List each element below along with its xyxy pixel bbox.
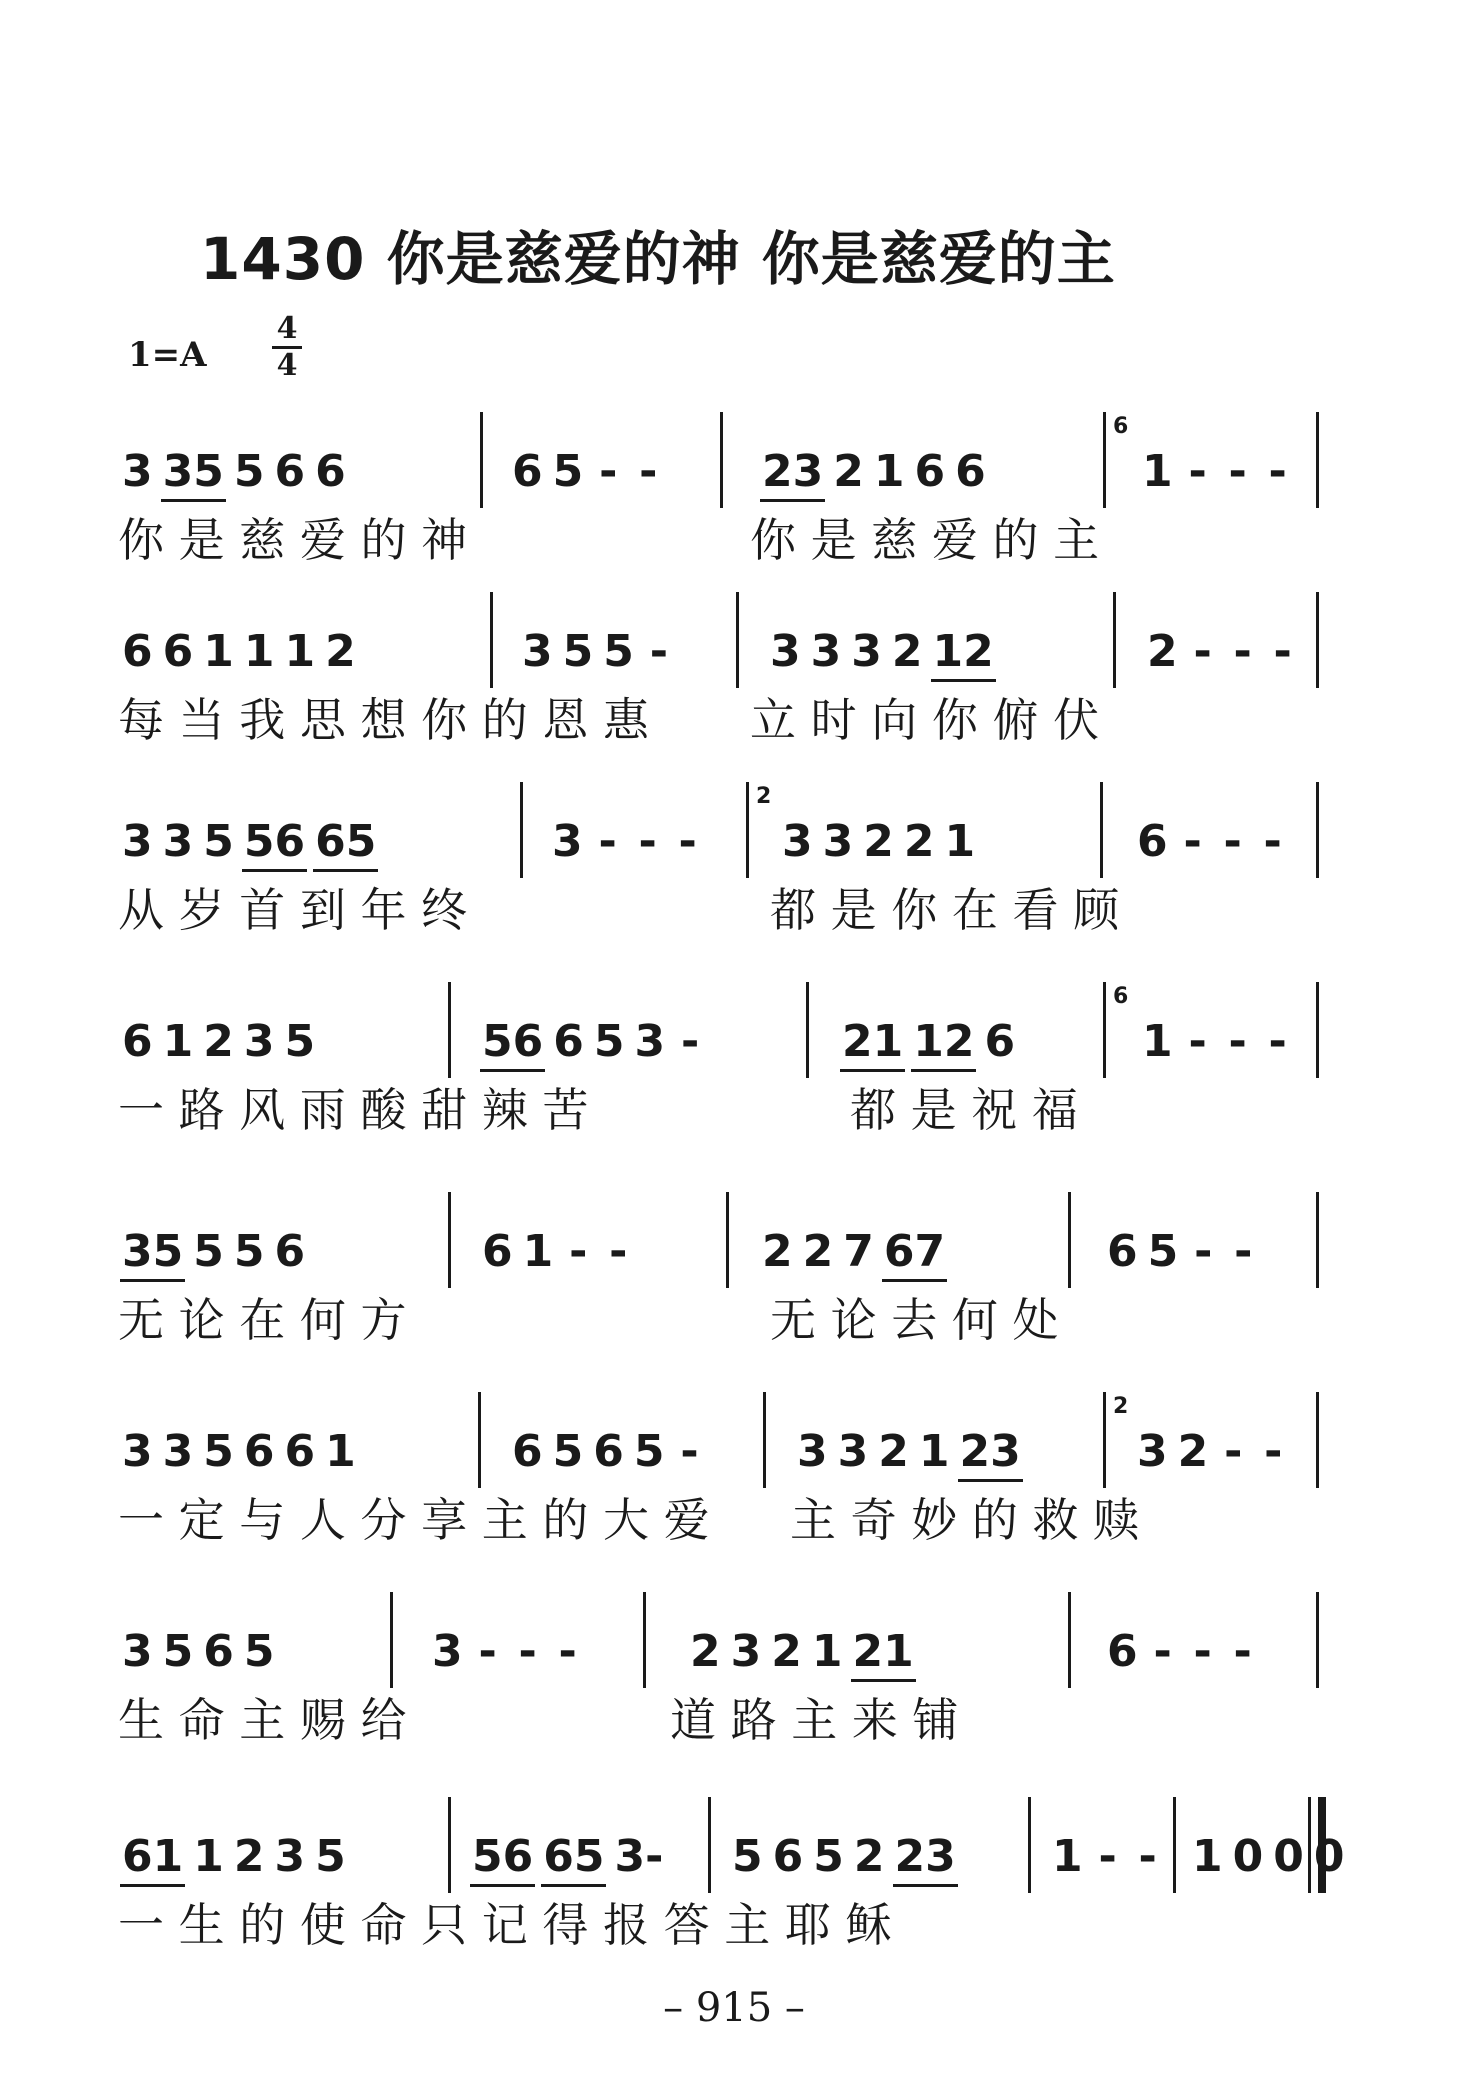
note: 2	[903, 816, 935, 867]
note: 2	[833, 446, 864, 497]
note: -	[1138, 1831, 1157, 1882]
note: 5	[593, 1016, 625, 1067]
bar-line	[448, 982, 451, 1078]
bar-line	[390, 1592, 393, 1688]
notes	[548, 790, 707, 870]
bar-line	[1316, 1592, 1319, 1688]
note: 3	[810, 626, 842, 677]
notes	[838, 990, 1019, 1070]
grace-note: 2	[1113, 1394, 1129, 1419]
note: -	[1193, 1626, 1212, 1677]
note: 35	[159, 444, 228, 500]
note: 5	[203, 1426, 234, 1477]
bar-line	[520, 782, 523, 878]
bar-line	[1316, 982, 1319, 1078]
note: 2	[853, 1831, 885, 1882]
note: -	[1234, 1226, 1253, 1277]
note: 56	[478, 1014, 547, 1070]
note: 1	[811, 1626, 843, 1677]
notes	[428, 1600, 587, 1680]
note: -	[598, 816, 617, 867]
bar-line	[1316, 782, 1319, 878]
bar-line	[1028, 1797, 1031, 1893]
note: 56	[468, 1829, 537, 1885]
notes	[1103, 1200, 1262, 1280]
note: 2	[233, 1831, 265, 1882]
note: 6	[315, 446, 346, 497]
note: 1	[1142, 1016, 1173, 1067]
notes	[508, 420, 667, 500]
note: 5	[562, 626, 594, 677]
notes	[118, 1200, 309, 1280]
note: -	[1264, 1426, 1283, 1477]
lyrics-line-4	[118, 1082, 1078, 1138]
note: 3	[522, 626, 553, 677]
note: 2	[771, 1626, 802, 1677]
note: 67	[880, 1224, 949, 1280]
note: -	[649, 626, 668, 677]
notes	[758, 1200, 949, 1280]
time-signature	[272, 312, 302, 383]
notes	[1103, 1600, 1262, 1680]
note: 2	[1177, 1426, 1209, 1477]
lyric-phrase: 无 论 去 何 处	[770, 1293, 1059, 1347]
notes	[1143, 600, 1302, 680]
note: 1	[1142, 446, 1173, 497]
note: 0	[1313, 1831, 1345, 1882]
note: 3	[837, 1426, 869, 1477]
note: 2	[878, 1426, 909, 1477]
note: 21	[849, 1624, 918, 1680]
time-signature-bottom: 4	[272, 346, 302, 383]
note: -	[599, 446, 618, 497]
note: 23	[891, 1829, 960, 1885]
note: 1	[873, 446, 905, 497]
lyric-phrase: 无 论 在 何 方	[118, 1293, 407, 1347]
lyric-phrase: 主 奇 妙 的 救 赎	[790, 1493, 1140, 1547]
notes	[118, 990, 319, 1070]
note: -	[1188, 446, 1207, 497]
bar-line	[726, 1192, 729, 1288]
note: 6	[1137, 816, 1168, 867]
lyrics-line-7	[118, 1692, 959, 1748]
lyric-phrase: 立 时 向 你 俯 伏	[750, 693, 1100, 747]
note: 1	[203, 626, 234, 677]
notes	[118, 420, 350, 500]
note: 2	[690, 1626, 721, 1677]
grace-note: 6	[1113, 414, 1129, 439]
note: 0	[1232, 1831, 1264, 1882]
bar-line	[1103, 982, 1106, 1078]
note: 3	[634, 1016, 666, 1067]
note: 3	[552, 816, 583, 867]
note: 5	[193, 1226, 224, 1277]
bar-line	[1316, 1392, 1319, 1488]
note: 5	[732, 1831, 763, 1882]
note: 3	[782, 816, 813, 867]
note: -	[1233, 1626, 1252, 1677]
notes	[778, 790, 979, 870]
bar-line	[806, 982, 809, 1078]
bar-line	[1316, 412, 1319, 508]
note: 6	[162, 626, 194, 677]
note: -	[1153, 1626, 1172, 1677]
note: 3	[122, 1426, 153, 1477]
note: 1	[162, 1016, 194, 1067]
note: 6	[593, 1426, 624, 1477]
notes	[118, 600, 360, 680]
note: 0	[1273, 1831, 1304, 1882]
bar-line	[746, 782, 749, 878]
note: 6	[482, 1226, 513, 1277]
note: 1	[284, 626, 316, 677]
lyric-phrase: 你 是 慈 爱 的 神	[118, 513, 468, 567]
note: -	[1188, 1016, 1207, 1067]
note: 1	[918, 1426, 950, 1477]
bar-line	[1308, 1797, 1311, 1893]
bar-line	[1103, 1392, 1106, 1488]
notes	[686, 1600, 918, 1680]
final-bar-line	[1318, 1797, 1326, 1893]
notes	[766, 600, 998, 680]
note: 2	[891, 626, 923, 677]
note: 5	[233, 446, 265, 497]
note: 1	[1052, 1831, 1083, 1882]
note: -	[1193, 626, 1212, 677]
notes	[478, 990, 709, 1070]
bar-line	[1100, 782, 1103, 878]
note: 3	[122, 446, 153, 497]
grace-note: 6	[1113, 984, 1129, 1009]
note: 5	[203, 816, 234, 867]
note: 3	[1137, 1426, 1168, 1477]
lyrics-line-1	[118, 512, 1099, 568]
note: 3	[162, 1426, 194, 1477]
note: 6	[274, 446, 306, 497]
note: 6	[553, 1016, 584, 1067]
bar-line	[1068, 1192, 1071, 1288]
lyric-phrase: 道 路 主 来 铺	[670, 1693, 959, 1747]
note: 1	[522, 1226, 554, 1277]
note: 3	[822, 816, 854, 867]
note: 6	[772, 1831, 804, 1882]
note: 3	[797, 1426, 828, 1477]
note: 5	[315, 1831, 346, 1882]
lyrics-line-2	[118, 692, 1099, 748]
note: 3	[122, 1626, 153, 1677]
note: 21	[838, 1014, 907, 1070]
note: -	[569, 1226, 588, 1277]
note: -	[1268, 446, 1287, 497]
time-signature-top: 4	[276, 311, 298, 346]
notes	[518, 600, 678, 680]
note: -	[1228, 446, 1247, 497]
note: -	[638, 816, 657, 867]
bar-line	[1173, 1797, 1176, 1893]
note: -	[678, 816, 697, 867]
note: 5	[243, 1626, 275, 1677]
note: 6	[984, 1016, 1016, 1067]
lyrics-line-6	[118, 1492, 1139, 1548]
notes	[118, 790, 380, 870]
notes	[793, 1400, 1025, 1480]
note: 56	[240, 814, 309, 870]
note: -	[1183, 816, 1202, 867]
notes	[1048, 1805, 1167, 1885]
grace-note: 2	[756, 784, 772, 809]
bar-line	[1103, 412, 1106, 508]
note: 5	[633, 1426, 665, 1477]
lyrics-line-8	[118, 1897, 891, 1953]
notes	[118, 1400, 360, 1480]
note: -	[639, 446, 658, 497]
note: 5	[1147, 1226, 1179, 1277]
bar-line	[643, 1592, 646, 1688]
note: 65	[311, 814, 380, 870]
bar-line	[720, 412, 723, 508]
note: 6	[122, 626, 153, 677]
notes	[758, 420, 990, 500]
note: 6	[274, 1226, 306, 1277]
notes	[468, 1805, 667, 1885]
note: 3	[162, 816, 194, 867]
lyric-phrase: 都 是 祝 福	[850, 1083, 1078, 1137]
note: 2	[203, 1016, 234, 1067]
note: 6	[512, 446, 543, 497]
notes	[728, 1805, 960, 1885]
notes	[1138, 420, 1297, 500]
bar-line	[708, 1797, 711, 1893]
note: 6	[1107, 1226, 1138, 1277]
note: 2	[325, 626, 356, 677]
note: 5	[552, 1426, 584, 1477]
note: 5	[813, 1831, 844, 1882]
bar-line	[763, 1392, 766, 1488]
song-title: 1430 你是慈爱的神 你是慈爱的主	[200, 225, 1116, 293]
note: 6	[955, 446, 986, 497]
note: -	[609, 1226, 628, 1277]
bar-line	[1068, 1592, 1071, 1688]
note: 3	[730, 1626, 762, 1677]
note: 3	[122, 816, 153, 867]
lyric-phrase: 你 是 慈 爱 的 主	[750, 513, 1100, 567]
notes	[1133, 1400, 1292, 1480]
note: 2	[802, 1226, 834, 1277]
lyric-phrase: 生 命 主 赐 给	[118, 1693, 407, 1747]
note: -	[1228, 1016, 1247, 1067]
note: -	[1223, 816, 1242, 867]
note: -	[1263, 816, 1282, 867]
note: 35	[118, 1224, 187, 1280]
note: 5	[552, 446, 584, 497]
note: 3	[770, 626, 801, 677]
lyric-phrase: 一 定 与 人 分 享 主 的 大 爱	[118, 1493, 710, 1547]
bar-line	[1113, 592, 1116, 688]
notes	[1138, 990, 1297, 1070]
key-signature: 1=A	[128, 335, 207, 375]
note: 65	[539, 1829, 608, 1885]
bar-line	[1316, 1192, 1319, 1288]
note: 3	[274, 1831, 306, 1882]
note: 3-	[614, 1831, 664, 1882]
note: 1	[193, 1831, 224, 1882]
note: 2	[762, 1226, 793, 1277]
note: 5	[603, 626, 634, 677]
note: 2	[1147, 626, 1178, 677]
lyric-phrase: 从 岁 首 到 年 终	[118, 883, 468, 937]
note: 1	[243, 626, 275, 677]
note: -	[680, 1016, 700, 1067]
lyric-phrase: 都 是 你 在 看 顾	[770, 883, 1120, 937]
bar-line	[1316, 592, 1319, 688]
bar-line	[478, 1392, 481, 1488]
note: -	[1268, 1016, 1287, 1067]
note: 1	[1192, 1831, 1223, 1882]
note: 5	[162, 1626, 194, 1677]
note: 3	[243, 1016, 275, 1067]
notes	[1133, 790, 1292, 870]
bar-line	[490, 592, 493, 688]
note: -	[518, 1626, 537, 1677]
lyrics-line-5	[118, 1292, 1059, 1348]
note: 6	[203, 1626, 234, 1677]
note: 6	[914, 446, 946, 497]
note: -	[1233, 626, 1252, 677]
note: 1	[325, 1426, 356, 1477]
bar-line	[448, 1797, 451, 1893]
bar-line	[448, 1192, 451, 1288]
note: -	[1224, 1426, 1243, 1477]
note: 5	[233, 1226, 265, 1277]
note: 6	[243, 1426, 275, 1477]
note: -	[558, 1626, 577, 1677]
note: 61	[118, 1829, 187, 1885]
note: 6	[1107, 1626, 1138, 1677]
notes	[508, 1400, 709, 1480]
note: -	[1098, 1831, 1117, 1882]
note: 1	[944, 816, 976, 867]
note: 6	[122, 1016, 153, 1067]
notes	[118, 1805, 350, 1885]
note: 23	[758, 444, 827, 500]
note: 6	[284, 1426, 316, 1477]
lyric-phrase: 一 生 的 使 命 只 记 得 报 答 主 耶 稣	[118, 1898, 892, 1952]
note: 23	[956, 1424, 1025, 1480]
lyrics-line-3	[118, 882, 1119, 938]
lyric-phrase: 一 路 风 雨 酸 甜 辣 苦	[118, 1083, 589, 1137]
note: 2	[863, 816, 894, 867]
note: 6	[512, 1426, 543, 1477]
note: 3	[432, 1626, 463, 1677]
note: 3	[851, 626, 882, 677]
note: 12	[929, 624, 998, 680]
note: -	[1194, 1226, 1213, 1277]
note: 12	[909, 1014, 978, 1070]
note: -	[1273, 626, 1292, 677]
notes	[118, 1600, 279, 1680]
note: -	[478, 1626, 497, 1677]
lyric-phrase: 每 当 我 思 想 你 的 恩 惠	[118, 693, 649, 747]
notes	[478, 1200, 637, 1280]
note: 7	[843, 1226, 874, 1277]
bar-line	[736, 592, 739, 688]
note: 5	[284, 1016, 316, 1067]
bar-line	[480, 412, 483, 508]
note: -	[680, 1426, 699, 1477]
page-number: – 915 –	[663, 1985, 805, 2031]
